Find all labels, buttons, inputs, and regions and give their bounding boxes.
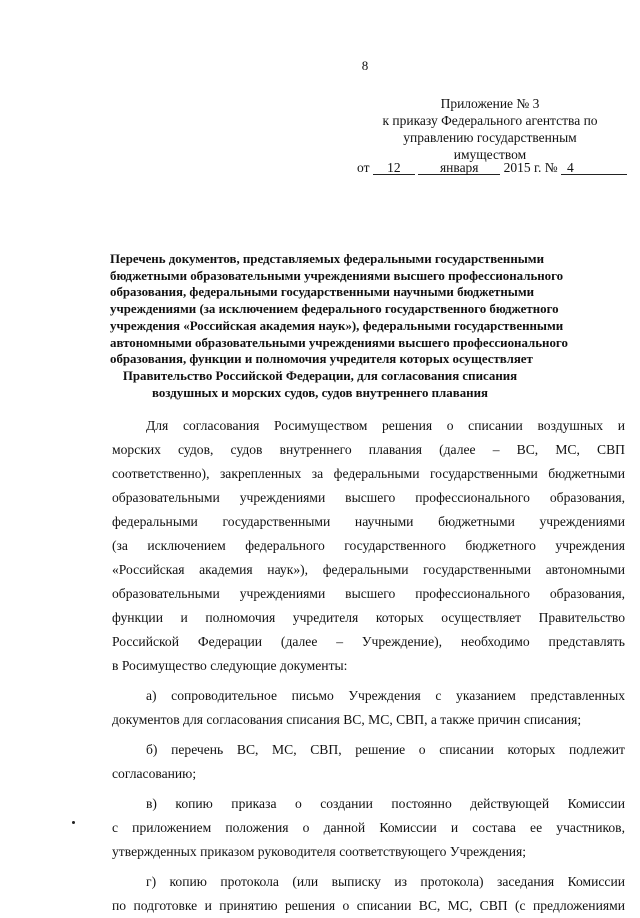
body-line: (за исключением федерального государственного бюджетного учреждения bbox=[112, 538, 625, 553]
document-body bbox=[112, 414, 625, 918]
title-line: воздушных и морских судов, судов внутреннего плавания bbox=[152, 385, 488, 400]
body-line: документов для согласования списания ВС, МС, СВП, а также причин списания; bbox=[112, 712, 582, 727]
body-line: с приложением положения о данной Комиссии и состава ее участников, bbox=[112, 820, 625, 835]
body-line: в) копию приказа о создании постоянно действующей Комиссии bbox=[146, 796, 625, 811]
list-item-g bbox=[112, 870, 625, 918]
order-year: 2015 г. № bbox=[503, 160, 558, 175]
title-line: автономными образовательными учреждениями высшего профессионального bbox=[110, 335, 568, 350]
title-line: Перечень документов, представляемых федеральными государственными bbox=[110, 252, 545, 266]
appendix-title: Приложение № 3 bbox=[440, 96, 540, 111]
order-date-line bbox=[357, 160, 627, 176]
list-item-v bbox=[112, 792, 625, 864]
body-line: «Российская академия наук»), федеральными государственными автономными bbox=[112, 562, 625, 577]
order-number: 4 bbox=[561, 161, 627, 175]
body-line: соответственно), закрепленных за федеральными государственными бюджетными bbox=[112, 466, 625, 481]
title-line: учреждениями (за исключением федерального государственного бюджетного bbox=[110, 302, 559, 317]
title-line: учреждения «Российская академия наук»), федеральными государственными bbox=[110, 318, 564, 333]
title-line: бюджетными образовательными учреждениями высшего профессионального bbox=[110, 268, 564, 283]
body-line: по подготовке и принятию решения о списании ВС, МС, СВП (с предложениями bbox=[112, 898, 625, 913]
body-line: морских судов, судов внутреннего плавания (далее – ВС, МС, СВП bbox=[112, 442, 625, 457]
title-line: образования, функции и полномочия учредителя которых осуществляет bbox=[110, 352, 533, 367]
appendix-line: к приказу Федерального агентства по bbox=[382, 113, 598, 128]
body-line: Для согласования Росимуществом решения о списании воздушных и bbox=[146, 418, 625, 433]
body-line: федеральными государственными научными бюджетными учреждениями bbox=[112, 514, 625, 529]
page-number: 8 bbox=[361, 58, 369, 73]
document-title bbox=[110, 251, 568, 401]
list-item-a bbox=[112, 684, 625, 732]
appendix-line: управлению государственным bbox=[403, 130, 577, 145]
body-line: образовательными учреждениями высшего профессионального образования, bbox=[112, 586, 625, 601]
body-line: б) перечень ВС, МС, СВП, решение о списании которых подлежит bbox=[146, 742, 625, 757]
body-line: г) копию протокола (или выписку из протокола) заседания Комиссии bbox=[146, 874, 625, 889]
body-line: Российской Федерации (далее – Учреждение), необходимо представлять bbox=[112, 634, 625, 649]
title-line: образования, федеральными государственными научными бюджетными bbox=[110, 285, 535, 300]
body-line: утвержденных приказом руководителя соответствующего Учреждения; bbox=[112, 844, 527, 859]
list-item-b bbox=[112, 738, 625, 786]
body-line: образовательными учреждениями высшего профессионального образования, bbox=[112, 490, 625, 505]
order-month: января bbox=[418, 161, 500, 175]
body-line: в Росимущество следующие документы: bbox=[112, 658, 348, 673]
intro-paragraph bbox=[112, 414, 625, 678]
stray-ink-dot bbox=[72, 821, 75, 824]
order-day: 12 bbox=[373, 161, 415, 175]
appendix-line: имуществом bbox=[453, 147, 527, 162]
order-prefix: от bbox=[357, 160, 370, 175]
body-line: согласованию; bbox=[112, 766, 197, 781]
body-line: а) сопроводительное письмо Учреждения с указанием представленных bbox=[146, 688, 625, 703]
title-line: Правительство Российской Федерации, для согласования списания bbox=[122, 368, 518, 383]
appendix-header bbox=[355, 95, 625, 163]
body-line: функции и полномочия учредителя которых осуществляет Правительство bbox=[112, 610, 625, 625]
